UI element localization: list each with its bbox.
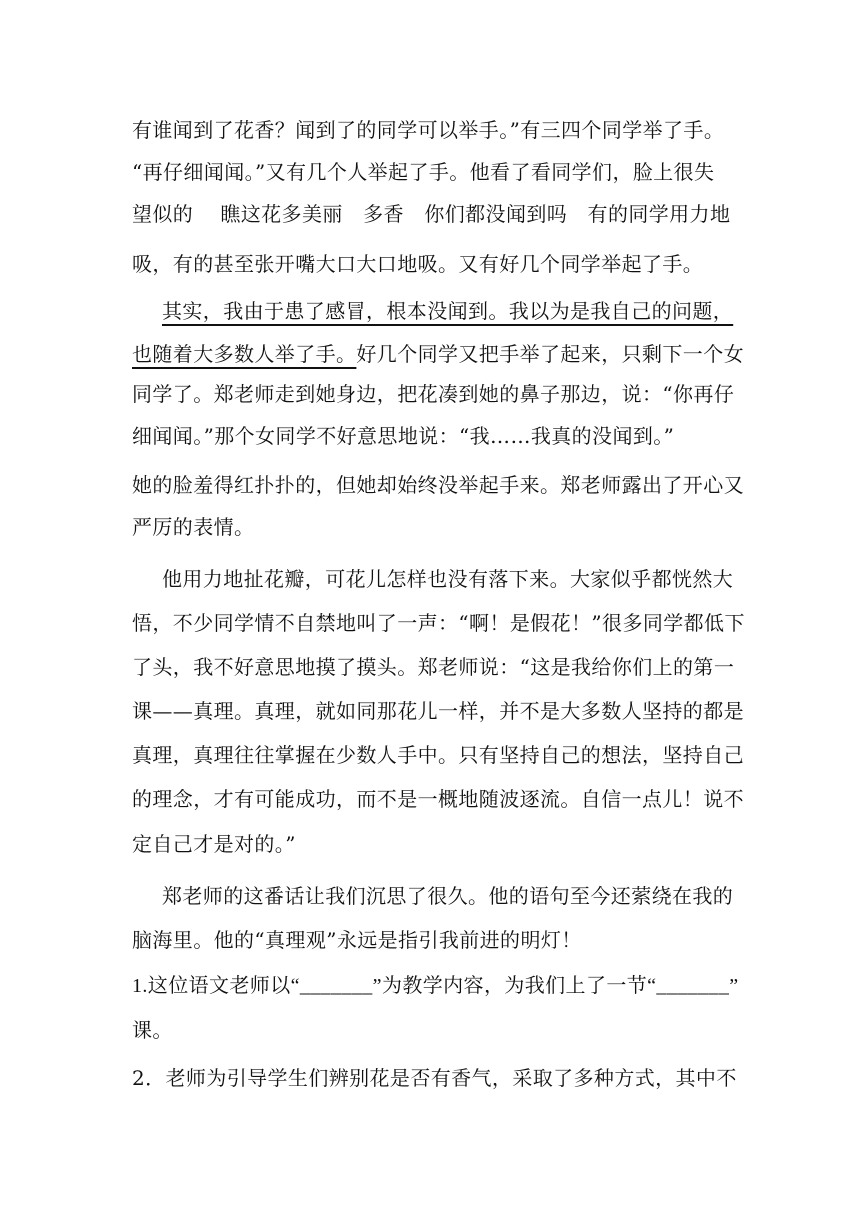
question-2: 2．老师为引导学生们辨别花是否有香气，采取了多种方式，其中不 (132, 1066, 737, 1090)
underlined-text: 其实，我由于患了感冒，根本没闻到。我以为是我自己的问题， (162, 299, 734, 323)
text-line-6 (132, 337, 745, 371)
question-1: 1.这位语文老师以“_______”为教学内容，为我们上了一节“_______” (132, 975, 739, 997)
underlined-sentence-1 (162, 294, 762, 328)
text-line-13: 了头，我不好意思地摸了摸头。郑老师说：“这是我给你们上的第一 (132, 655, 735, 679)
text-line-19: 脑海里。他的“真理观”永远是指引我前进的明灯！ (132, 928, 582, 952)
text-line-9: 她的脸羞得红扑扑的，但她却始终没举起手来。郑老师露出了开心又 (132, 473, 744, 497)
text-line-8: 细闻闻。”那个女同学不好意思地说：“我……我真的没闻到。” (132, 424, 675, 448)
text-line-7: 同学了。郑老师走到她身边，把花凑到她的鼻子那边，说：“你再仔 (132, 382, 735, 406)
text-line-6-rest: 好几个同学又把手举了起来，只剩下一个女 (356, 342, 745, 366)
text-line-11: 他用力地扯花瓣，可花儿怎样也没有落下来。大家似乎都恍然大 (162, 567, 734, 591)
text-line-1: 有谁闻到了花香？闻到了的同学可以举手。”有三四个同学举了手。 (132, 118, 725, 142)
text-line-17: 定自己才是对的。” (132, 832, 296, 856)
text-line-14: 课——真理。真理，就如同那花儿一样，并不是大多数人坚持的都是 (132, 699, 744, 723)
text-line-4: 吸，有的甚至张开嘴大口大口地吸。又有好几个同学举起了手。 (132, 252, 704, 276)
question-1-continued: 课。 (132, 1018, 173, 1042)
text-line-10: 严厉的表情。 (132, 515, 255, 539)
text-line-3: 望似的 瞧这花多美丽 多香 你们都没闻到吗 有的同学用力地 (132, 202, 731, 226)
text-line-2: “再仔细闻闻。”又有几个人举起了手。他看了看同学们，脸上很失 (132, 160, 715, 184)
text-line-16: 的理念，才有可能成功，而不是一概地随波逐流。自信一点儿！说不 (132, 787, 744, 811)
text-line-12: 悟，不少同学情不自禁地叫了一声：“啊！是假花！”很多同学都低下 (132, 611, 745, 635)
underlined-text-continued: 也随着大多数人举了手。 (132, 342, 357, 366)
text-line-15: 真理，真理往往掌握在少数人手中。只有坚持自己的想法，坚持自己 (132, 743, 744, 767)
text-line-18: 郑老师的这番话让我们沉思了很久。他的语句至今还萦绕在我的 (162, 884, 734, 908)
